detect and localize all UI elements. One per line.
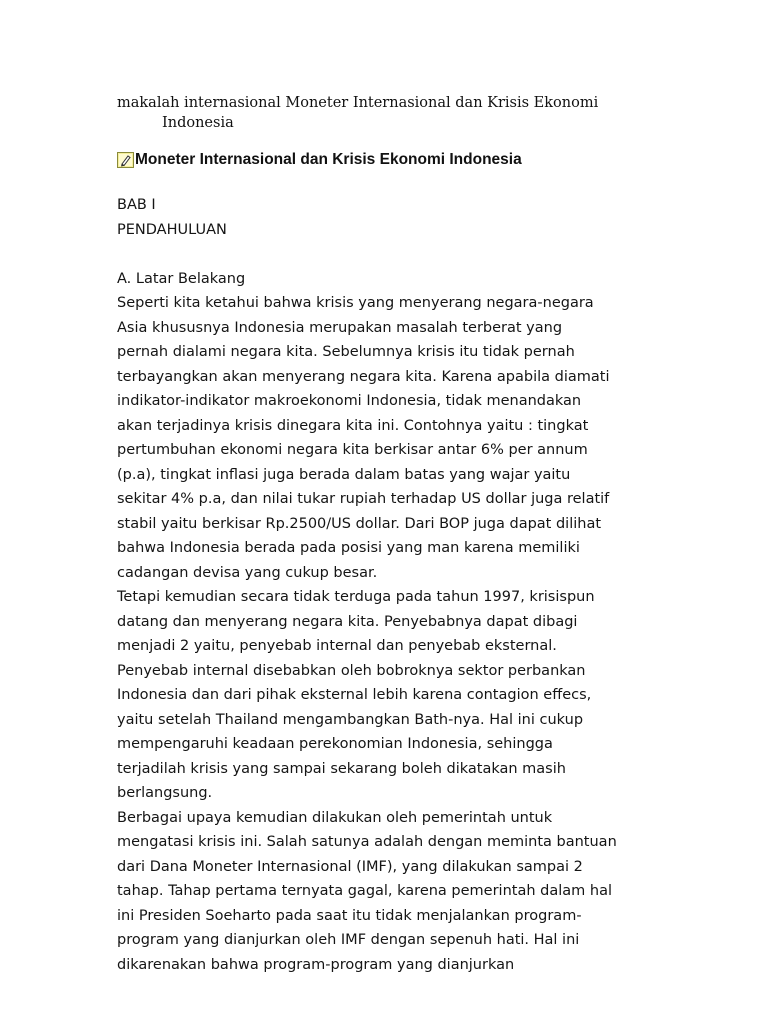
text-line: sekitar 4% p.a, dan nilai tukar rupiah terhadap US dollar juga relatif — [117, 491, 610, 507]
text-line: pernah dialami negara kita. Sebelumnya krisis itu tidak pernah — [117, 344, 575, 360]
paragraph-3 — [117, 806, 677, 978]
document-title — [117, 93, 637, 133]
text-line: ini Presiden Soeharto pada saat itu tidak menjalankan program- — [117, 907, 582, 924]
text-line: Berbagai upaya kemudian dilakukan oleh pemerintah untuk — [117, 809, 553, 826]
document-body — [117, 193, 677, 977]
text-line: Indonesia dan dari pihak eksternal lebih karena contagion effecs, — [117, 687, 592, 703]
section-heading — [117, 150, 522, 170]
text-line: indikator-indikator makroekonomi Indonesia, tidak menandakan — [117, 393, 582, 409]
text-line: Tetapi kemudian secara tidak terduga pada tahun 1997, krisispun — [117, 589, 595, 605]
bab-title: PENDAHULUAN — [117, 221, 227, 238]
text-line: cadangan devisa yang cukup besar. — [117, 564, 378, 581]
document-pencil-icon — [117, 152, 134, 168]
bab-number: BAB I — [117, 197, 156, 213]
text-line: pertumbuhan ekonomi negara kita berkisar antar 6% per annum — [117, 442, 588, 458]
text-line: (p.a), tingkat inflasi juga berada dalam batas yang wajar yaitu — [117, 466, 571, 483]
text-line: dari Dana Moneter Internasional (IMF), yang dilakukan sampai 2 — [117, 858, 583, 875]
text-line: program yang dianjurkan oleh IMF dengan sepenuh hati. Hal ini — [117, 932, 580, 948]
text-line: bahwa Indonesia berada pada posisi yang man karena memiliki — [117, 540, 580, 556]
text-line: mengatasi krisis ini. Salah satunya adalah dengan meminta bantuan — [117, 834, 617, 850]
text-line: terbayangkan akan menyerang negara kita. Karena apabila diamati — [117, 368, 610, 385]
section-title: A. Latar Belakang — [117, 270, 246, 287]
text-line: tahap. Tahap pertama ternyata gagal, karena pemerintah dalam hal — [117, 883, 612, 899]
text-line: datang dan menyerang negara kita. Penyebabnya dapat dibagi — [117, 613, 578, 630]
text-line: Seperti kita ketahui bahwa krisis yang menyerang negara-negara — [117, 295, 594, 311]
text-line: dikarenakan bahwa program-program yang dianjurkan — [117, 956, 515, 973]
document-title-line-2: Indonesia — [162, 115, 234, 131]
blank-line — [117, 242, 677, 267]
text-line: Penyebab internal disebabkan oleh bobroknya sektor perbankan — [117, 662, 586, 679]
text-line: stabil yaitu berkisar Rp.2500/US dollar. Dari BOP juga dapat dilihat — [117, 515, 602, 532]
text-line: mempengaruhi keadaan perekonomian Indonesia, sehingga — [117, 736, 553, 752]
heading-text: Moneter Internasional dan Krisis Ekonomi Indonesia — [135, 151, 522, 168]
document-title-line-1: makalah internasional Moneter Internasional dan Krisis Ekonomi — [117, 95, 599, 111]
paragraph-2 — [117, 585, 677, 806]
paragraph-1 — [117, 291, 677, 585]
text-line: akan terjadinya krisis dinegara kita ini. Contohnya yaitu : tingkat — [117, 417, 589, 434]
text-line: menjadi 2 yaitu, penyebab internal dan penyebab eksternal. — [117, 638, 557, 654]
text-line: Asia khususnya Indonesia merupakan masalah terberat yang — [117, 319, 563, 336]
text-line: terjadilah krisis yang sampai sekarang boleh dikatakan masih — [117, 760, 566, 777]
text-line: berlangsung. — [117, 785, 213, 801]
text-line: yaitu setelah Thailand mengambangkan Bath-nya. Hal ini cukup — [117, 711, 584, 728]
